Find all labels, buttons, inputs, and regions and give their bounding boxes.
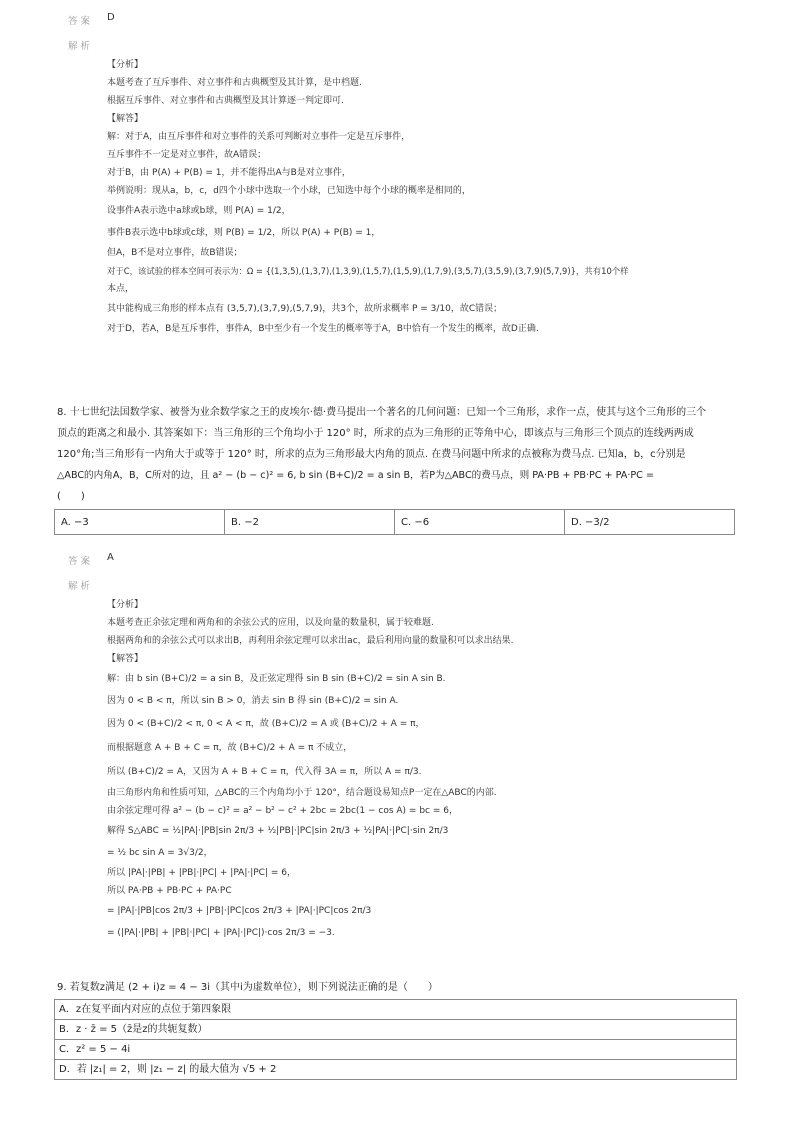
analysis-line: 而根据题意 A + B + C = π，故 (B+C)/2 + A = π 不成立， — [107, 743, 353, 753]
analysis-line: 对于D，若A，B是互斥事件，事件A，B中至少有一个发生的概率等于A，B中恰有一个发生的概率，故D正确. — [107, 324, 539, 334]
option-b[interactable]: B. −2 — [225, 510, 395, 535]
analysis-line: 所以 |PA|·|PB| + |PB|·|PC| + |PA|·|PC| = 6， — [107, 868, 296, 878]
option-a[interactable]: A. −3 — [55, 510, 225, 535]
analysis-line: 对于B，由 P(A) + P(B) = 1，并不能得出A与B是对立事件， — [107, 168, 351, 178]
analysis-line: 【分析】 — [107, 60, 144, 70]
analysis-line: 解得 S△ABC = ½|PA|·|PB|sin 2π/3 + ½|PB|·|PC|sin 2π/3 + ½|PA|·|PC|·sin 2π/3 — [107, 826, 449, 836]
analysis-line: 因为 0 < (B+C)/2 < π, 0 < A < π，故 (B+C)/2 = A 或 (B+C)/2 + A = π， — [107, 719, 425, 729]
q8-analysis — [107, 596, 514, 944]
analysis-line: 本点， — [107, 284, 135, 294]
question-line: 顶点的距离之和最小. 其答案如下：当三角形的三个角均小于 120° 时，所求的点为三角形的正等角中心，即该点与三角形三个顶点的连线两两成 — [57, 428, 694, 439]
analysis-line: 由余弦定理可得 a² − (b − c)² = a² − b² − c² + 2bc = 2bc(1 − cos A) = bc = 6， — [107, 806, 458, 816]
option-d[interactable]: D．若 |z₁| = 2，则 |z₁ − z| 的最大值为 √5 + 2 — [55, 1060, 736, 1080]
analysis-line: 其中能构成三角形的样本点有 (3,5,7),(3,7,9),(5,7,9)，共3个，故所求概率 P = 3/10，故C错误； — [107, 304, 503, 314]
answer-value: D — [107, 12, 115, 23]
q9-stem — [57, 978, 438, 993]
option-d[interactable]: D. −3/2 — [565, 510, 735, 535]
analysis-line: 根据两角和的余弦公式可以求出B，再利用余弦定理可以求出ac，最后利用向量的数量积可以求出结果. — [107, 636, 514, 646]
analysis-line: 解：对于A，由互斥事件和对立事件的关系可判断对立事件一定是互斥事件， — [107, 132, 411, 142]
analysis-line: 所以 (B+C)/2 = A，又因为 A + B + C = π，代入得 3A = π，所以 A = π/3. — [107, 767, 422, 777]
analysis-line: 因为 0 < B < π，所以 sin B > 0，消去 sin B 得 sin (B+C)/2 = sin A. — [107, 696, 399, 706]
answer-value: A — [107, 552, 114, 563]
analysis-label: 解析 — [68, 41, 94, 52]
analysis-line: = ½ bc sin A = 3√3/2， — [107, 848, 213, 858]
analysis-line: 【分析】 — [107, 600, 144, 610]
answer-label: 答案 — [68, 16, 94, 27]
analysis-line: = (|PA|·|PB| + |PB|·|PC| + |PA|·|PC|)·cos 2π/3 = −3. — [107, 928, 335, 938]
analysis-line: 由三角形内角和性质可知，△ABC的三个内角均小于 120°，结合题设易知点P一定在△ABC的内部. — [107, 788, 497, 798]
option-b[interactable]: B．z · z̄ = 5（z̄是z的共轭复数） — [55, 1020, 736, 1040]
question-line: 8. 十七世纪法国数学家、被誉为业余数学家之王的皮埃尔·德·费马提出一个著名的几何问题：已知一个三角形，求作一点，使其与这个三角形的三个 — [57, 407, 707, 418]
q9-options — [54, 999, 737, 1080]
question-line: 120°角;当三角形有一内角大于或等于 120° 时，所求的点为三角形最大内角的顶点. 在费马问题中所求的点被称为费马点. 已知a，b，c分别是 — [57, 449, 686, 460]
question-line: △ABC的内角A，B，C所对的边，且 a² − (b − c)² = 6, b sin (B+C)/2 = a sin B，若P为△ABC的费马点，则 PA·PB + PB·PC + PA·PC = — [57, 470, 654, 481]
q7-analysis — [107, 56, 629, 338]
analysis-line: 本题考查了互斥事件、对立事件和古典概型及其计算，是中档题. — [107, 78, 362, 88]
analysis-line: 设事件A表示选中a球或b球，则 P(A) = 1/2， — [107, 206, 291, 216]
question-line: ( ) — [57, 491, 85, 502]
analysis-line: 【解答】 — [107, 654, 144, 664]
analysis-line: 本题考查正余弦定理和两角和的余弦公式的应用，以及向量的数量积，属于较难题. — [107, 618, 434, 628]
answer-label: 答案 — [68, 556, 94, 567]
analysis-line: 对于C，该试验的样本空间可表示为：Ω = {(1,3,5),(1,3,7),(1,3,9),(1,5,7),(1,5,9),(1,7,9),(3,5,7),(3,5,9),(3,7,9)(5,7,9)}，共有10个样 — [107, 266, 629, 276]
analysis-line: 所以 PA·PB + PB·PC + PA·PC — [107, 886, 232, 896]
analysis-line: 但A，B不是对立事件，故B错误； — [107, 248, 243, 258]
option-c[interactable]: C. −6 — [395, 510, 565, 535]
option-c[interactable]: C．z² = 5 − 4i — [55, 1040, 736, 1060]
analysis-line: 解：由 b sin (B+C)/2 = a sin B，及正弦定理得 sin B sin (B+C)/2 = sin A sin B. — [107, 674, 446, 684]
question-line: 9. 若复数z满足 (2 + i)z = 4 − 3i（其中i为虚数单位），则下列说法正确的是（ ） — [57, 982, 438, 993]
analysis-line: 【解答】 — [107, 114, 144, 124]
q8-stem — [57, 402, 706, 507]
analysis-line: 互斥事件不一定是对立事件，故A错误； — [107, 150, 267, 160]
analysis-line: 根据互斥事件、对立事件和古典概型及其计算逐一判定即可. — [107, 96, 344, 106]
analysis-line: 举例说明：现从a，b，c，d四个小球中选取一个小球，已知选中每个小球的概率是相同的， — [107, 186, 471, 196]
q8-options — [54, 509, 735, 535]
option-a[interactable]: A．z在复平面内对应的点位于第四象限 — [55, 1000, 736, 1020]
analysis-label: 解析 — [68, 581, 94, 592]
analysis-line: 事件B表示选中b球或c球，则 P(B) = 1/2，所以 P(A) + P(B) = 1， — [107, 228, 381, 238]
analysis-line: = |PA|·|PB|cos 2π/3 + |PB|·|PC|cos 2π/3 + |PA|·|PC|cos 2π/3 — [107, 906, 372, 916]
